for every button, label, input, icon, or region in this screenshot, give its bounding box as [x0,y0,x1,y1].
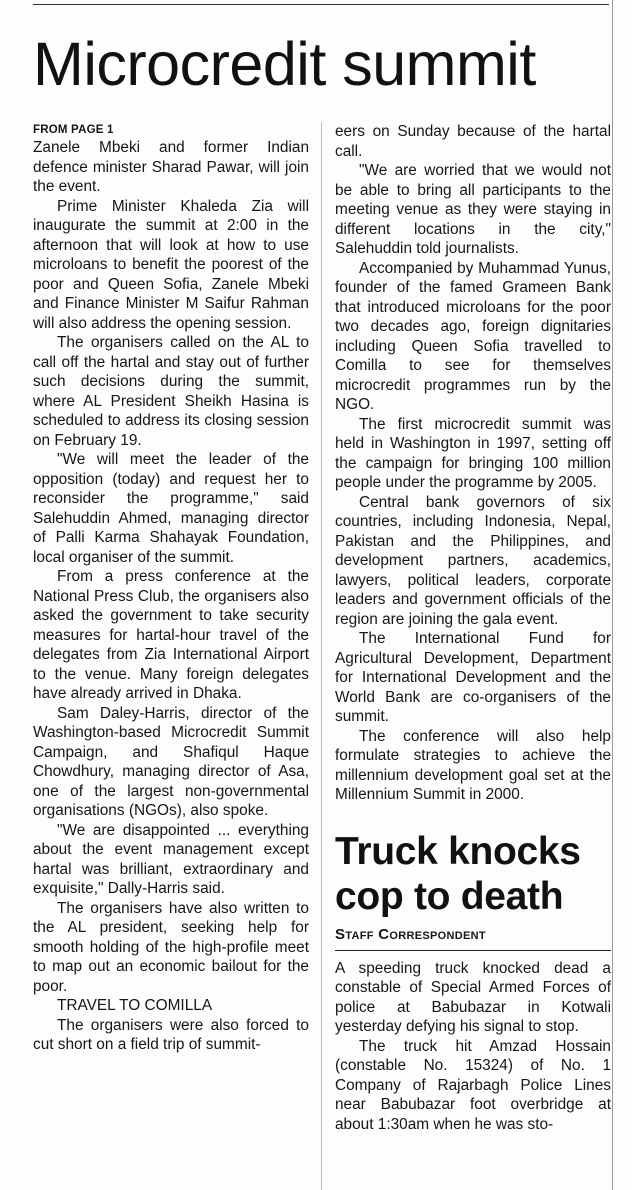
top-rule [33,4,609,5]
paragraph-continuation: eers on Sunday because of the hartal call. [335,123,611,160]
article-right-column [335,122,611,1134]
paragraph: Zanele Mbeki and former Indian defence minister Sharad Pawar, will join the event. [33,139,309,195]
article-left-column [33,122,309,1055]
paragraph: Central bank governors of six countries, including Indonesia, Nepal, Pakistan and the Philippines, and development partners, academics, lawyers, political leaders, corporate leaders and government officials of the region are joining the gala event. [335,493,611,628]
paragraph: "We will meet the leader of the opposition (today) and request her to reconsider the programme," said Salehuddin Ahmed, managing director of Palli Karma Shahayak Foundation, local organiser of the summit. [33,451,309,566]
paragraph: The organisers have also written to the AL president, seeking help for smooth holding of the high-profile meet to map out an economic bailout for the poor. [33,899,309,995]
paragraph: The conference will also help formulate strategies to achieve the millennium development goal set at the Millennium Summit in 2000. [335,727,611,803]
paragraph: From a press conference at the National Press Club, the organisers also asked the government to take security measures for hartal-hour travel of the delegates from Zia International Airport to the venue. Many foreign delegates have already arrived in Dhaka. [33,568,309,702]
paragraph: Sam Daley-Harris, director of the Washington-based Microcredit Summit Campaign, and Shafiqul Haque Chowdhury, managing director of Asa, one of the largest non-governmental organisations (NGOs), also spoke. [33,704,309,819]
paragraph: Accompanied by Muhammad Yunus, founder of the famed Grameen Bank that introduced microloans for the poor two decades ago, foreign dignitaries including Queen Sofia travelled to Comilla to see for themselves microcredit programmes run by the NGO. [335,259,611,413]
section-subhead: TRAVEL TO COMILLA [57,997,213,1014]
paragraph: The organisers called on the AL to call off the hartal and stay out of further such decisions during the summit, where AL President Sheikh Hasina is scheduled to address its closing session on February 19. [33,334,309,449]
paragraph: A speeding truck knocked dead a constable of Special Armed Forces of police at Babubazar in Kotwali yesterday defying his signal to stop. [335,959,611,1035]
paragraph: "We are disappointed ... everything about the event management except hartal was brilliant, extraordinary and exquisite," Dally-Harris said. [33,821,309,897]
column-divider [321,122,322,1190]
paragraph: Prime Minister Khaleda Zia will inaugurate the summit at 2:00 in the afternoon that will look at how to use microloans to benefit the poorest of the poor and Queen Sofia, Zanele Mbeki and Finance Minister M Saifur Rahman will also address the opening session. [33,197,309,332]
paragraph: The first microcredit summit was held in Washington in 1997, setting off the campaign for bringing 100 million people under the programme by 2005. [335,415,611,491]
paragraph: The International Fund for Agricultural Development, Department for International Development and the World Bank are co-organisers of the summit. [335,630,611,725]
paragraph: The truck hit Amzad Hossain (constable No. 15324) of No. 1 Company of Rajarbagh Police Lines near Babubazar foot overbridge at about 1:30am when he was sto- [335,1037,611,1133]
right-edge-rule [612,0,613,1190]
byline: Staff Correspondent [335,925,486,943]
byline-rule [335,950,611,951]
paragraph: The organisers were also forced to cut short on a field trip of summit- [33,1016,309,1053]
article-headline: Microcredit summit [33,30,536,98]
jump-label: FROM PAGE 1 [33,124,114,136]
paragraph: "We are worried that we would not be able to bring all participants to the meeting venue as they were staying in different locations in the city," Salehuddin told journalists. [335,162,611,257]
second-article-headline: Truck knocks cop to death [335,829,581,918]
